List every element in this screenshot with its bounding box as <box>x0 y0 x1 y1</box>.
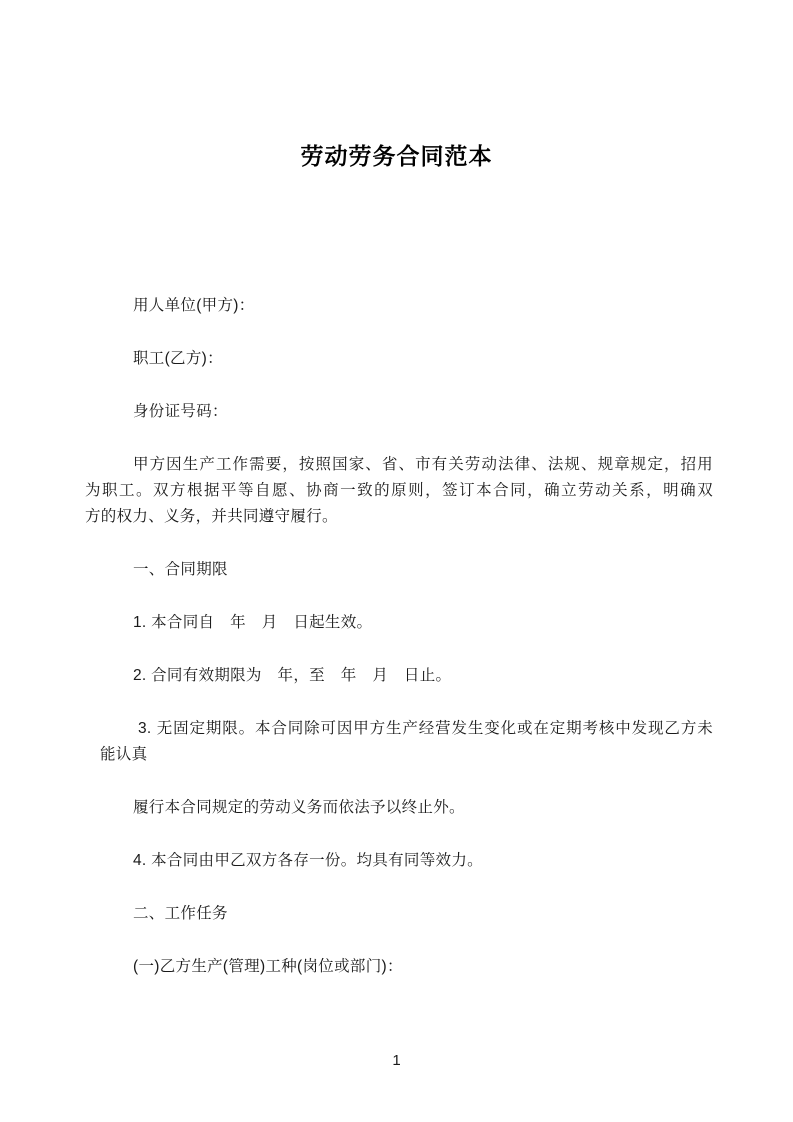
section1-heading: 一、合同期限 <box>133 561 228 578</box>
section1-item-3-line-1: 3. 无固定期限。本合同除可因甲方生产经营发生变化或在定期考核中发现乙方未 <box>138 720 713 737</box>
section2-item-1: (一)乙方生产(管理)工种(岗位或部门)： <box>133 958 403 975</box>
preamble-line-3: 方的权力、义务，并共同遵守履行。 <box>85 508 338 525</box>
section2-heading: 二、工作任务 <box>133 905 228 922</box>
field-employer-party-a: 用人单位(甲方)： <box>133 297 255 314</box>
document-title: 劳动劳务合同范本 <box>300 143 493 169</box>
preamble-line-2: 为职工。双方根据平等自愿、协商一致的原则，签订本合同，确立劳动关系，明确双 <box>85 482 713 499</box>
section1-item-3-continued: 履行本合同规定的劳动义务而依法予以终止外。 <box>133 799 465 816</box>
field-employee-party-b: 职工(乙方)： <box>133 350 223 367</box>
section1-item-1: 1. 本合同自 年 月 日起生效。 <box>133 614 373 631</box>
document-body <box>85 293 713 980</box>
section1-item-3-line-2: 能认真 <box>100 746 148 763</box>
section1-item-4: 4. 本合同由甲乙双方各存一份。均具有同等效力。 <box>133 852 483 869</box>
field-id-number: 身份证号码： <box>133 403 228 420</box>
section1-item-2: 2. 合同有效期限为 年，至 年 月 日止。 <box>133 667 452 684</box>
page-number: 1 <box>392 1052 401 1069</box>
preamble-line-1: 甲方因生产工作需要，按照国家、省、市有关劳动法律、法规、规章规定，招用 <box>133 456 713 473</box>
